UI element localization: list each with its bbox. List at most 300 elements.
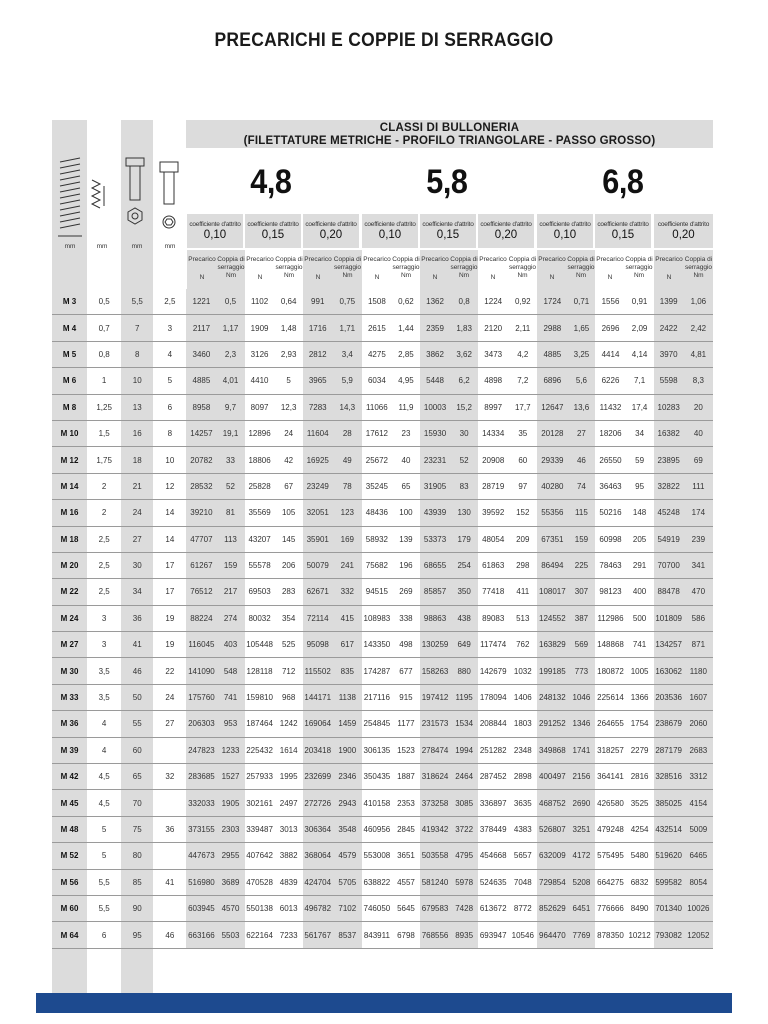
table-cell: 287452	[478, 764, 508, 790]
table-cell: 364141	[595, 764, 625, 790]
table-cell: 793082	[654, 922, 684, 948]
table-cell: 1995	[275, 764, 303, 790]
table-cell: 209	[508, 526, 537, 552]
table-cell: 332	[333, 579, 362, 605]
table-cell: 145	[275, 526, 303, 552]
table-cell: 35	[508, 420, 537, 446]
class-5-8: 5,8	[426, 163, 468, 201]
table-cell: 78	[333, 473, 362, 499]
table-row	[52, 632, 713, 658]
table-cell: 2683	[684, 737, 713, 763]
bolt-diagrams	[52, 150, 192, 245]
table-cell: 7,1	[626, 368, 654, 394]
bolt-size-cell: M 20	[52, 552, 87, 578]
bolt-size-cell: M 52	[52, 843, 87, 869]
table-cell: 0,8	[87, 341, 121, 367]
table-cell: 470528	[245, 869, 275, 895]
table-cell: 1900	[333, 737, 362, 763]
table-cell: 283	[275, 579, 303, 605]
table-cell: 169	[333, 526, 362, 552]
table-cell: 241	[333, 552, 362, 578]
table-cell: 78463	[595, 552, 625, 578]
table-cell: 43207	[245, 526, 275, 552]
bolt-size-cell: M 30	[52, 658, 87, 684]
table-cell: 2615	[362, 315, 392, 341]
table-cell: 43939	[420, 500, 450, 526]
table-cell: 85857	[420, 579, 450, 605]
table-cell: 6451	[567, 895, 595, 921]
table-cell: 8490	[626, 895, 654, 921]
bolt-size-cell: M 4	[52, 315, 87, 341]
table-cell: 878350	[595, 922, 625, 948]
table-cell: 49	[333, 447, 362, 473]
friction-cell: coefficiente d'attrito 0,20	[478, 214, 534, 248]
table-row	[52, 579, 713, 605]
table-cell: 203536	[654, 684, 684, 710]
table-cell: 1,5	[87, 420, 121, 446]
bolt-size-cell: M 48	[52, 816, 87, 842]
table-cell: 1724	[537, 289, 567, 315]
table-cell: 159	[567, 526, 595, 552]
table-cell: 139	[392, 526, 420, 552]
header-band	[186, 120, 713, 148]
bolt-size-cell: M 3	[52, 289, 87, 315]
table-cell: 438	[450, 605, 478, 631]
table-cell: 328516	[654, 764, 684, 790]
table-cell: 1607	[684, 684, 713, 710]
table-cell: 0,92	[508, 289, 537, 315]
table-cell: 1,83	[450, 315, 478, 341]
table-cell: 8054	[684, 869, 713, 895]
table-cell: 47707	[186, 526, 216, 552]
bolt-size-cell: M 16	[52, 500, 87, 526]
table-cell: 60	[121, 737, 153, 763]
table-cell: 42	[275, 447, 303, 473]
table-cell: 12052	[684, 922, 713, 948]
table-cell: 10026	[684, 895, 713, 921]
table-cell: 964470	[537, 922, 567, 948]
unit-mm-3: mm	[131, 243, 143, 250]
table-row	[52, 526, 713, 552]
table-cell: 1,17	[216, 315, 244, 341]
table-cell: 80	[121, 843, 153, 869]
table-cell: 586	[684, 605, 713, 631]
table-cell: 7,2	[508, 368, 537, 394]
table-cell: 95	[121, 922, 153, 948]
table-cell: 550138	[245, 895, 275, 921]
friction-cell: coefficiente d'attrito 0,10	[362, 214, 418, 248]
table-cell: 617	[333, 632, 362, 658]
table-cell: 69503	[245, 579, 275, 605]
table-cell: 26550	[595, 447, 625, 473]
table-cell: 3689	[216, 869, 244, 895]
table-cell: 8772	[508, 895, 537, 921]
table-cell: 306135	[362, 737, 392, 763]
table-cell: 31905	[420, 473, 450, 499]
table-row	[52, 289, 713, 315]
table-cell: 152	[508, 500, 537, 526]
table-cell: 1399	[654, 289, 684, 315]
table-cell: 3	[87, 632, 121, 658]
table-cell: 387	[567, 605, 595, 631]
table-cell: 203418	[303, 737, 333, 763]
table-cell: 11604	[303, 420, 333, 446]
table-cell: 60	[508, 447, 537, 473]
table-cell: 17,4	[626, 394, 654, 420]
table-cell: 341	[684, 552, 713, 578]
table-cell: 187464	[245, 711, 275, 737]
table-cell: 5480	[626, 843, 654, 869]
table-cell: 8097	[245, 394, 275, 420]
table-cell: 14	[153, 526, 186, 552]
table-cell: 880	[450, 658, 478, 684]
table-cell: 112986	[595, 605, 625, 631]
table-cell: 6	[153, 394, 186, 420]
table-cell: 16925	[303, 447, 333, 473]
table-cell: 2,09	[626, 315, 654, 341]
table-cell: 0,7	[87, 315, 121, 341]
table-cell: 1527	[216, 764, 244, 790]
unit-mm-1: mm	[64, 243, 76, 250]
table-cell: 25828	[245, 473, 275, 499]
table-cell: 7102	[333, 895, 362, 921]
table-cell	[153, 737, 186, 763]
table-cell: 30	[121, 552, 153, 578]
table-cell: 424704	[303, 869, 333, 895]
table-cell: 3970	[654, 341, 684, 367]
table-cell: 174	[684, 500, 713, 526]
table-cell: 0,5	[87, 289, 121, 315]
table-cell: 52	[216, 473, 244, 499]
table-cell: 98863	[420, 605, 450, 631]
table-cell: 5598	[654, 368, 684, 394]
table-cell: 169064	[303, 711, 333, 737]
table-cell: 0,5	[216, 289, 244, 315]
bolt-side-icon	[126, 158, 144, 200]
table-cell: 23249	[303, 473, 333, 499]
table-cell: 1994	[450, 737, 478, 763]
table-cell: 991	[303, 289, 333, 315]
table-cell: 39592	[478, 500, 508, 526]
table-cell	[153, 895, 186, 921]
table-cell: 5657	[508, 843, 537, 869]
table-cell: 2,93	[275, 341, 303, 367]
table-cell: 35245	[362, 473, 392, 499]
table-cell: 4254	[626, 816, 654, 842]
table-cell: 339487	[245, 816, 275, 842]
table-cell: 407642	[245, 843, 275, 869]
table-cell: 403	[216, 632, 244, 658]
table-cell: 5978	[450, 869, 478, 895]
table-row	[52, 895, 713, 921]
table-cell: 400497	[537, 764, 567, 790]
table-cell: 6896	[537, 368, 567, 394]
table-row	[52, 368, 713, 394]
table-cell: 65	[121, 764, 153, 790]
table-cell: 50	[121, 684, 153, 710]
table-cell: 385025	[654, 790, 684, 816]
bolt-size-cell: M 27	[52, 632, 87, 658]
table-cell: 4410	[245, 368, 275, 394]
table-cell: 34	[626, 420, 654, 446]
bolt-size-cell: M 39	[52, 737, 87, 763]
subheader-coppia: Coppia di serraggio Nm	[275, 256, 303, 279]
table-cell: 5448	[420, 368, 450, 394]
table-cell: 915	[392, 684, 420, 710]
table-cell: 2812	[303, 341, 333, 367]
table-cell: 4570	[216, 895, 244, 921]
table-cell: 0,91	[626, 289, 654, 315]
table-cell: 4885	[537, 341, 567, 367]
table-cell: 264655	[595, 711, 625, 737]
table-cell: 6034	[362, 368, 392, 394]
table-cell: 83	[450, 473, 478, 499]
table-cell: 336897	[478, 790, 508, 816]
table-cell: 1909	[245, 315, 275, 341]
table-cell: 24	[275, 420, 303, 446]
table-cell: 2117	[186, 315, 216, 341]
table-row	[52, 869, 713, 895]
table-cell: 15,2	[450, 394, 478, 420]
table-cell: 10003	[420, 394, 450, 420]
bolt-size-cell: M 36	[52, 711, 87, 737]
table-cell: 22	[153, 658, 186, 684]
subheader-precarico: Precarico N	[303, 250, 333, 290]
table-cell: 12	[153, 473, 186, 499]
table-cell: 7233	[275, 922, 303, 948]
table-cell: 729854	[537, 869, 567, 895]
table-cell: 3,4	[333, 341, 362, 367]
table-cell: 21	[121, 473, 153, 499]
bolt-size-cell: M 12	[52, 447, 87, 473]
table-cell: 2,3	[216, 341, 244, 367]
table-cell: 68655	[420, 552, 450, 578]
table-cell: 3722	[450, 816, 478, 842]
table-cell: 4,5	[87, 764, 121, 790]
table-cell: 2816	[626, 764, 654, 790]
table-cell: 24	[153, 684, 186, 710]
table-cell: 269	[392, 579, 420, 605]
table-cell: 19	[153, 605, 186, 631]
table-cell: 196	[392, 552, 420, 578]
table-cell: 111	[684, 473, 713, 499]
table-cell: 113	[216, 526, 244, 552]
table-cell: 16382	[654, 420, 684, 446]
table-cell: 88224	[186, 605, 216, 631]
table-cell: 20	[684, 394, 713, 420]
table-cell: 14257	[186, 420, 216, 446]
table-cell: 3651	[392, 843, 420, 869]
table-cell: 35901	[303, 526, 333, 552]
table-cell: 338	[392, 605, 420, 631]
table-cell: 318624	[420, 764, 450, 790]
table-cell: 741	[216, 684, 244, 710]
table-cell: 100	[392, 500, 420, 526]
table-cell: 2348	[508, 737, 537, 763]
table-cell: 17	[153, 579, 186, 605]
table-cell: 4383	[508, 816, 537, 842]
table-cell: 76512	[186, 579, 216, 605]
table-cell: 1459	[333, 711, 362, 737]
table-cell: 88478	[654, 579, 684, 605]
table-cell: 1523	[392, 737, 420, 763]
table-cell: 95	[626, 473, 654, 499]
table-cell: 105	[275, 500, 303, 526]
table-row	[52, 552, 713, 578]
table-cell: 677	[392, 658, 420, 684]
table-cell: 373155	[186, 816, 216, 842]
pitch-icon	[92, 180, 104, 208]
table-cell: 67351	[537, 526, 567, 552]
table-cell: 10283	[654, 394, 684, 420]
table-cell: 0,64	[275, 289, 303, 315]
table-cell: 10	[121, 368, 153, 394]
table-cell: 411	[508, 579, 537, 605]
subheader-precarico: Precarico N	[654, 250, 684, 290]
table-cell: 7048	[508, 869, 537, 895]
table-cell: 10212	[626, 922, 654, 948]
table-cell: 141090	[186, 658, 216, 684]
table-cell: 74	[567, 473, 595, 499]
table-cell: 15930	[420, 420, 450, 446]
unit-mm-2: mm	[96, 243, 108, 250]
table-cell: 11,9	[392, 394, 420, 420]
table-cell: 8537	[333, 922, 362, 948]
table-cell: 50216	[595, 500, 625, 526]
table-cell: 524635	[478, 869, 508, 895]
table-cell: 5645	[392, 895, 420, 921]
friction-cell: coefficiente d'attrito 0,10	[537, 214, 593, 248]
table-cell: 479248	[595, 816, 625, 842]
table-cell: 46	[121, 658, 153, 684]
table-cell: 144171	[303, 684, 333, 710]
table-cell: 54919	[654, 526, 684, 552]
table-cell: 599582	[654, 869, 684, 895]
table-cell: 3013	[275, 816, 303, 842]
table-cell: 664275	[595, 869, 625, 895]
table-cell: 8935	[450, 922, 478, 948]
table-cell: 1905	[216, 790, 244, 816]
table-cell: 8	[153, 420, 186, 446]
table-cell: 741	[626, 632, 654, 658]
friction-cell: coefficiente d'attrito 0,15	[420, 214, 476, 248]
table-cell: 3473	[478, 341, 508, 367]
footer-bar	[36, 993, 732, 1013]
table-cell: 3965	[303, 368, 333, 394]
table-cell: 11432	[595, 394, 625, 420]
table-cell: 6	[87, 922, 121, 948]
table-cell: 2	[87, 500, 121, 526]
table-cell: 208844	[478, 711, 508, 737]
table-cell: 40	[392, 447, 420, 473]
table-cell: 415	[333, 605, 362, 631]
table-cell: 2,5	[87, 552, 121, 578]
table-cell: 843911	[362, 922, 392, 948]
table-cell: 447673	[186, 843, 216, 869]
table-cell: 776666	[595, 895, 625, 921]
table-cell: 503558	[420, 843, 450, 869]
table-cell: 4839	[275, 869, 303, 895]
table-cell: 419342	[420, 816, 450, 842]
table-cell: 55356	[537, 500, 567, 526]
table-cell: 6013	[275, 895, 303, 921]
table-cell: 1346	[567, 711, 595, 737]
table-cell: 108017	[537, 579, 567, 605]
table-cell: 14,3	[333, 394, 362, 420]
table-cell: 6,2	[450, 368, 478, 394]
table-cell: 0,8	[450, 289, 478, 315]
table-cell: 98123	[595, 579, 625, 605]
table-cell: 142679	[478, 658, 508, 684]
table-cell: 350435	[362, 764, 392, 790]
class-6-8: 6,8	[602, 163, 644, 201]
subheader-coppia: Coppia di serraggio Nm	[450, 250, 478, 290]
table-cell: 17612	[362, 420, 392, 446]
table-cell: 5,9	[333, 368, 362, 394]
table-cell: 180872	[595, 658, 625, 684]
table-cell: 1221	[186, 289, 216, 315]
table-cell: 116045	[186, 632, 216, 658]
table-cell: 349868	[537, 737, 567, 763]
table-row	[52, 447, 713, 473]
table-cell: 40280	[537, 473, 567, 499]
table-cell: 5503	[216, 922, 244, 948]
table-cell: 163829	[537, 632, 567, 658]
table-cell: 67	[275, 473, 303, 499]
table-cell: 773	[567, 658, 595, 684]
table-cell: 55578	[245, 552, 275, 578]
table-cell: 232699	[303, 764, 333, 790]
table-cell: 272726	[303, 790, 333, 816]
table-row	[52, 315, 713, 341]
table-cell: 23	[392, 420, 420, 446]
table-cell: 2120	[478, 315, 508, 341]
table-cell: 6465	[684, 843, 713, 869]
table-row	[52, 764, 713, 790]
table-cell: 3548	[333, 816, 362, 842]
table-cell: 3,62	[450, 341, 478, 367]
table-cell: 4898	[478, 368, 508, 394]
table-row	[52, 843, 713, 869]
table-cell: 1508	[362, 289, 392, 315]
table-cell: 613672	[478, 895, 508, 921]
table-cell: 354	[275, 605, 303, 631]
subheader-precarico: Precarico N	[187, 250, 217, 290]
table-cell: 693947	[478, 922, 508, 948]
subheader-precarico: Precarico N	[363, 256, 391, 281]
table-cell: 4154	[684, 790, 713, 816]
table-cell: 89083	[478, 605, 508, 631]
table-cell: 1406	[508, 684, 537, 710]
table-cell: 36	[121, 605, 153, 631]
table-cell: 1534	[450, 711, 478, 737]
table-cell: 27	[121, 526, 153, 552]
table-cell: 128118	[245, 658, 275, 684]
table-cell: 3251	[567, 816, 595, 842]
table-cell: 11066	[362, 394, 392, 420]
table-cell: 7283	[303, 394, 333, 420]
table-cell: 373258	[420, 790, 450, 816]
table-cell: 1242	[275, 711, 303, 737]
table-cell: 75682	[362, 552, 392, 578]
table-cell: 75	[121, 816, 153, 842]
table-cell: 2845	[392, 816, 420, 842]
table-cell: 6226	[595, 368, 625, 394]
table-cell: 9,7	[216, 394, 244, 420]
table-cell: 199185	[537, 658, 567, 684]
table-cell: 1803	[508, 711, 537, 737]
bolt-size-cell: M 56	[52, 869, 87, 895]
